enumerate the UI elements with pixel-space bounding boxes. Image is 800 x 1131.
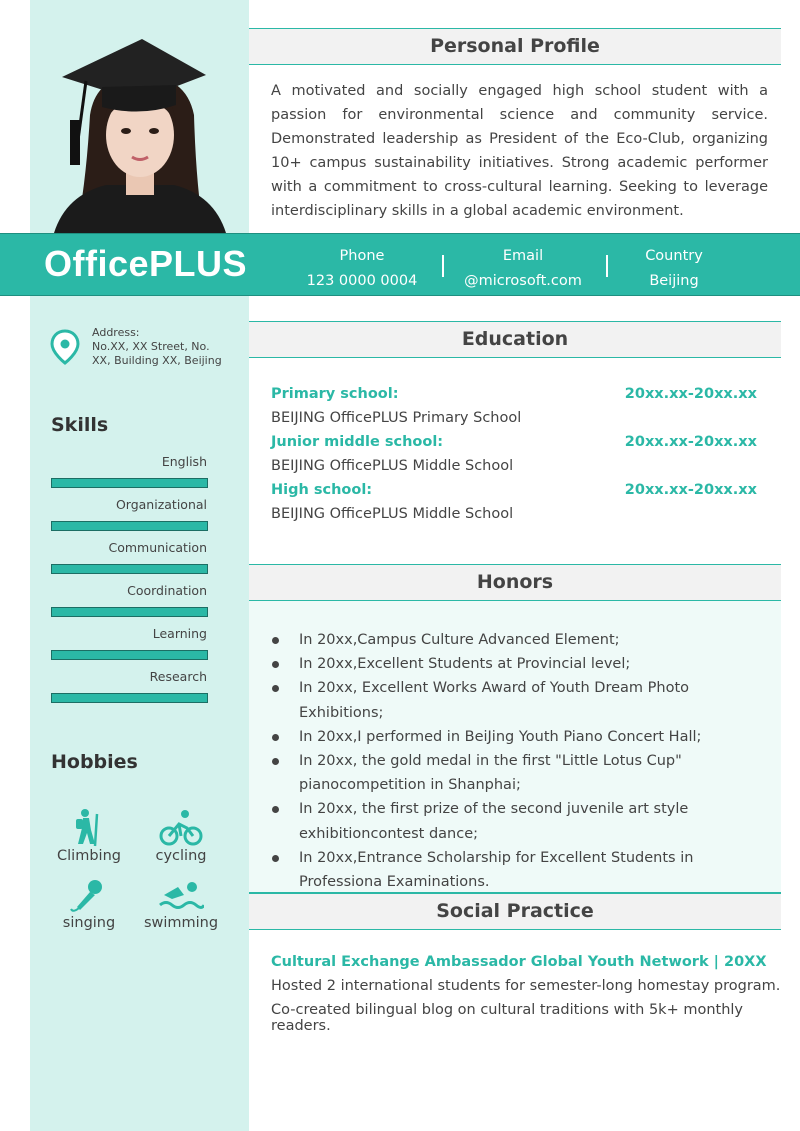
education-entry — [271, 434, 757, 450]
skill-bar-fill — [52, 565, 207, 573]
education-school: BEIJING OfficePLUS Primary School — [271, 410, 522, 426]
skill-bar-fill — [52, 651, 207, 659]
education-level: Junior middle school: — [271, 434, 444, 450]
profile-photo — [46, 35, 234, 233]
skill-label: Research — [149, 669, 207, 684]
brand-name: OfficePLUS — [44, 243, 248, 284]
hobby-cycling — [136, 808, 226, 864]
education-level: Primary school: — [271, 386, 399, 402]
contact-label: Email — [502, 248, 544, 264]
list-item: In 20xx,I performed in BeiJing Youth Piano Concert Hall; — [271, 725, 771, 749]
skill-label: Coordination — [127, 583, 207, 598]
location-pin-icon — [50, 329, 80, 369]
social-line: Co-created bilingual blog on cultural traditions with 5k+ monthly readers. — [271, 1002, 744, 1034]
skill-bar-fill — [52, 522, 207, 530]
cycling-icon — [159, 808, 203, 848]
address-label: Address: — [92, 326, 140, 339]
profile-text: A motivated and socially engaged high school student with a passion for environmental science and community service. Demonstrated leadership as President of the Eco-Club, organizing 10+ campus sustainability initiatives. Strong academic performer with a commitment to cross-cultural learning. Seeking to leverage interdisciplinary skills in a global academic environment. — [271, 83, 768, 219]
list-item: In 20xx,Excellent Students at Provincial level; — [271, 652, 771, 676]
climbing-icon — [69, 808, 109, 848]
contact-value: @microsoft.com — [464, 273, 582, 289]
education-date: 20xx.xx-20xx.xx — [624, 386, 757, 402]
contact-label: Country — [645, 248, 703, 264]
list-item: In 20xx, the gold medal in the first "Little Lotus Cup" pianocompetition in Shanphai; — [271, 749, 771, 797]
list-item: In 20xx, the first prize of the second juvenile art style exhibitioncontest dance; — [271, 797, 771, 845]
skill-bar — [51, 478, 208, 488]
skill-bar-fill — [52, 694, 207, 702]
honors-list — [271, 628, 771, 894]
education-date: 20xx.xx-20xx.xx — [624, 434, 757, 450]
education-level: High school: — [271, 482, 373, 498]
education-entry — [271, 482, 757, 498]
hobby-label: swimming — [143, 915, 219, 931]
hobby-label: Climbing — [57, 848, 121, 864]
contact-country — [599, 244, 749, 294]
social-line: Hosted 2 international students for semester-long homestay program. — [271, 978, 781, 994]
list-item: In 20xx,Entrance Scholarship for Excellent Students in Professiona Examinations. — [271, 846, 771, 894]
hobby-label: cycling — [155, 848, 207, 864]
contact-phone — [287, 244, 437, 294]
skill-label: Organizational — [115, 497, 207, 512]
hobby-climbing — [44, 808, 134, 864]
address-line: No.XX, XX Street, No. — [92, 340, 210, 353]
skill-bar — [51, 564, 208, 574]
hobby-label: singing — [62, 915, 116, 931]
divider — [442, 255, 444, 277]
contact-value: Beijing — [649, 273, 699, 289]
education-school: BEIJING OfficePLUS Middle School — [271, 506, 514, 522]
skill-label: Communication — [108, 540, 207, 555]
swimming-icon — [158, 877, 204, 915]
contact-value: 123 0000 0004 — [306, 273, 418, 289]
honors-heading: Honors — [249, 564, 781, 601]
skill-bar — [51, 693, 208, 703]
skill-bar — [51, 521, 208, 531]
hobby-swimming — [136, 877, 226, 931]
skill-bar-fill — [52, 608, 207, 616]
education-date: 20xx.xx-20xx.xx — [624, 482, 757, 498]
social-role: Cultural Exchange Ambassador Global Youth Network | 20XX — [271, 954, 767, 970]
microphone-icon — [69, 877, 109, 915]
list-item: In 20xx, Excellent Works Award of Youth Dream Photo Exhibitions; — [271, 676, 771, 724]
contact-email — [448, 244, 598, 294]
social-heading: Social Practice — [249, 893, 781, 930]
education-entry — [271, 386, 757, 402]
address-block — [92, 326, 232, 368]
list-item: In 20xx,Campus Culture Advanced Element; — [271, 628, 771, 652]
contact-label: Phone — [339, 248, 385, 264]
hobby-singing — [44, 877, 134, 931]
skill-bar — [51, 607, 208, 617]
education-school: BEIJING OfficePLUS Middle School — [271, 458, 514, 474]
skills-heading: Skills — [51, 414, 109, 436]
skill-bar-fill — [52, 479, 207, 487]
address-line: XX, Building XX, Beijing — [92, 354, 222, 367]
skill-label: English — [161, 454, 207, 469]
skill-label: Learning — [152, 626, 207, 641]
hobbies-heading: Hobbies — [51, 751, 138, 773]
skill-bar — [51, 650, 208, 660]
education-heading: Education — [249, 321, 781, 358]
profile-heading: Personal Profile — [249, 28, 781, 65]
